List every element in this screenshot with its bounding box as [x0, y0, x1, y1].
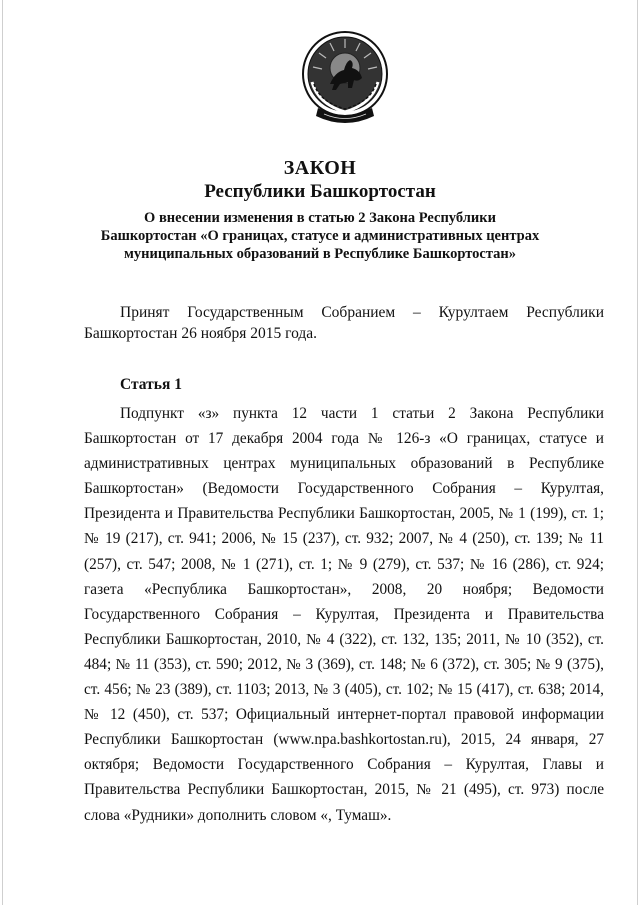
bashkortostan-coat-of-arms-icon — [300, 24, 390, 132]
page-edge-right — [637, 0, 638, 905]
document-type: ЗАКОН — [283, 157, 357, 179]
article-heading: Статья 1 — [120, 376, 182, 393]
article-body: Подпункт «з» пункта 12 части 1 статьи 2 Закона Республики Башкортостан от 17 декабря 2004 года № 126-з «О границах, статусе и административных центрах муниципальных образований в Республике Башкортостан» (Ведомости Государственного Собрания – Курултая, Президента и Правительства Республики Башкортостан, 2005, № 1 (199), ст. 1; № 19 (217), ст. 941; 2006, № 15 (237), ст. 932; 2007, № 4 (250), ст. 139; № 11 (257), ст. 547; 2008, № 1 (271), ст. 1; № 9 (279), ст. 537; № 16 (286), ст. 924; газета «Республика Башкортостан», 2008, 20 ноября; Ведомости Государственного Собрания – Курултая, Президента и Правительства Республики Башкортостан, 2010, № 4 (322), ст. 132, 135; 2011, № 10 (352), ст. 484; № 11 (353), ст. 590; 2012, № 3 (369), ст. 148; № 6 (372), ст. 305; № 9 (375), ст. 456; № 23 (389), ст. 1103; 2013, № 3 (405), ст. 102; № 15 (417), ст. 638; 2014, № 12 (450), ст. 537; Официальный интернет-портал правовой информации Республики Башкортостан (www.npa.bashkortostan.ru), 2015, 24 января, 27 октября; Ведомости Государственного Собрания – Курултая, Главы и Правительства Республики Башкортостан, 2015, № 21 (495), ст. 973) после слова «Рудники» дополнить словом «, Тумаш». — [84, 405, 604, 824]
adoption-statement: Принят Государственным Собранием – Курултаем Республики Башкортостан 26 ноября 2015 года. — [84, 304, 604, 342]
document-title: О внесении изменения в статью 2 Закона Республики Башкортостан «О границах, статусе и административных центрах муниципальных образований в Республике Башкортостан» — [100, 210, 540, 262]
document-issuer: Республики Башкортостан — [204, 181, 436, 202]
page-edge-left — [2, 0, 3, 905]
